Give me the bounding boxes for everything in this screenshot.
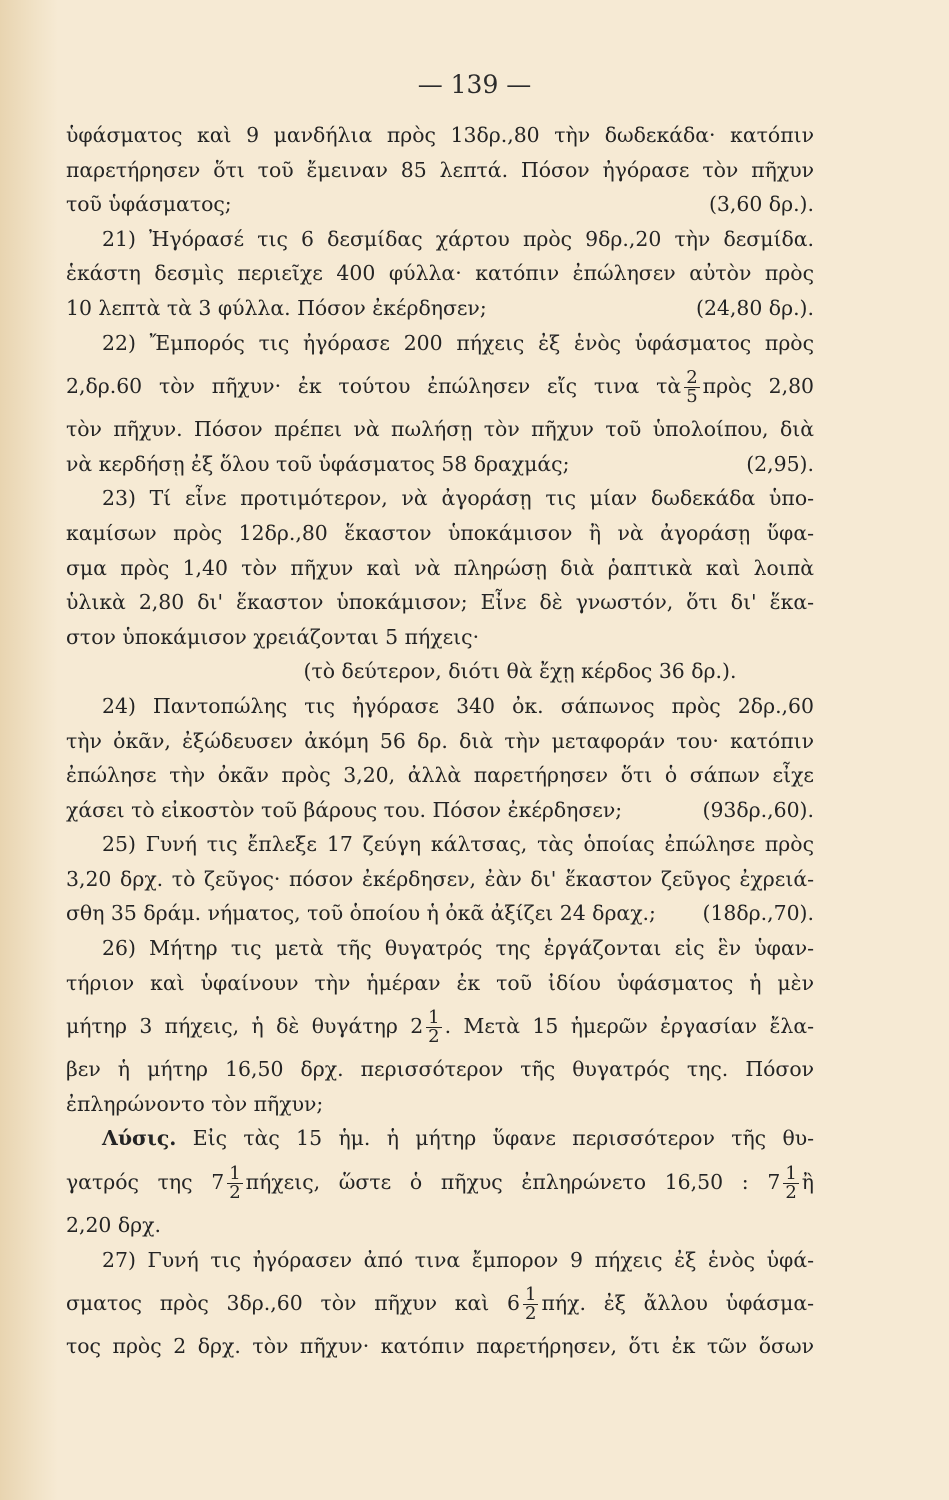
text-line: [66, 793, 814, 828]
text-line: [66, 1208, 814, 1243]
line-text: σματος πρὸς 3δρ.,60 τὸν πῆχυν καὶ 6: [66, 1291, 521, 1316]
fraction: [227, 1165, 242, 1202]
line-text-continued: . Μετὰ 15 ἡμερῶν ἐργασίαν ἔλα-: [444, 1014, 814, 1039]
line-text: παρετήρησεν ὅτι τοῦ ἔμειναν 85 λεπτά. Πόσον ἠγόρασε τὸν πῆχυν: [66, 157, 814, 182]
line-text: μήτηρ 3 πήχεις, ἡ δὲ θυγάτηρ 2: [66, 1014, 424, 1039]
line-text: 25) Γυνή τις ἔπλεξε 17 ζεύγη κάλτσας, τὰς ὁποίας ἐπώλησε πρὸς: [102, 832, 814, 857]
fraction-denominator: 5: [686, 386, 698, 408]
text-line: [66, 1329, 814, 1364]
answer: (18δρ.,70).: [702, 901, 814, 926]
text-line: [66, 1156, 814, 1208]
fraction-numerator: 1: [525, 1284, 537, 1306]
text-line: [66, 256, 814, 291]
line-text: ἐπώλησε τὴν ὀκᾶν πρὸς 3,20, ἀλλὰ παρετήρησεν ὅτι ὁ σάπων εἶχε: [66, 763, 814, 788]
line-text: 24) Παντοπώλης τις ἠγόρασε 340 ὀκ. σάπωνος πρὸς 2δρ.,60: [102, 693, 814, 718]
line-text: ὑφάσματος καὶ 9 μανδήλια πρὸς 13δρ.,80 τὴν δωδεκάδα· κατόπιν: [66, 123, 814, 147]
line-text-continued: πρὸς 2,80: [702, 374, 815, 399]
text-line: [66, 481, 814, 516]
fraction: [684, 369, 699, 406]
text-line: [66, 516, 814, 551]
page-number: — 139 —: [417, 70, 532, 99]
text-line: [66, 758, 814, 793]
text-line: [66, 360, 814, 412]
line-text: 3,20 δρχ. τὸ ζεῦγος· πόσον ἐκέρδησεν, ἐὰν δι' ἕκαστον ζεῦγος ἐχρειά-: [66, 866, 814, 891]
answer: (93δρ.,60).: [702, 797, 814, 822]
text-line: [66, 1000, 814, 1052]
line-text: σμα πρὸς 1,40 τὸν πῆχυν καὶ νὰ πληρώσῃ διὰ ῥαπτικὰ καὶ λοιπὰ: [66, 555, 814, 580]
line-text: γατρός της 7: [66, 1170, 225, 1195]
text-line: [66, 896, 814, 931]
fraction-denominator: 2: [229, 1182, 241, 1204]
page-binding-shadow: [0, 0, 58, 1500]
fraction-numerator: 2: [686, 367, 698, 389]
text-line: [66, 585, 814, 620]
fraction-numerator: 1: [785, 1163, 797, 1185]
line-text: 23) Τί εἶνε προτιμότερον, νὰ ἀγοράσῃ τις μίαν δωδεκάδα ὑπο-: [102, 486, 814, 511]
text-line: [66, 326, 814, 361]
text-line: [66, 1087, 814, 1122]
line-text: βεν ἡ μήτηρ 16,50 δρχ. περισσότερον τῆς θυγατρός της. Πόσον: [66, 1057, 814, 1082]
line-text-continued: πήχ. ἐξ ἄλλου ὑφάσμα-: [541, 1291, 814, 1316]
text-line: [66, 827, 814, 862]
line-text: Εἰς τὰς 15 ἡμ. ἡ μήτηρ ὕφανε περισσότερον τῆς θυ-: [192, 1126, 815, 1151]
line-text: σθη 35 δράμ. νήματος, τοῦ ὁποίου ἡ ὀκᾶ ἀξίζει 24 δραχ.;: [66, 901, 656, 926]
line-text: νὰ κερδήσῃ ἐξ ὅλου τοῦ ὑφάσματος 58 δραχμάς;: [66, 451, 570, 476]
text-line: [66, 118, 814, 153]
text-line: [66, 966, 814, 1001]
text-line: [66, 1277, 814, 1329]
text-line: [66, 447, 814, 482]
line-text: ἐπληρώνοντο τὸν πῆχυν;: [66, 1091, 324, 1116]
line-text: τὴν ὀκᾶν, ἐξώδευσεν ἀκόμη 56 δρ. διὰ τὴν μεταφοράν του· κατόπιν: [66, 728, 814, 753]
line-text: (τὸ δεύτερον, διότι θὰ ἔχῃ κέρδος 36 δρ.).: [303, 659, 737, 684]
text-line: [66, 412, 814, 447]
solution-label: Λύσις.: [102, 1126, 177, 1151]
line-text: 2,20 δρχ.: [66, 1213, 161, 1238]
text-line: [66, 1121, 814, 1156]
fraction: [426, 1009, 441, 1046]
line-text: τος πρὸς 2 δρχ. τὸν πῆχυν· κατόπιν παρετήρησεν, ὅτι ἐκ τῶν ὅσων: [66, 1334, 814, 1359]
fraction-denominator: 2: [785, 1182, 797, 1204]
line-text: τήριον καὶ ὑφαίνουν τὴν ἡμέραν ἐκ τοῦ ἰδίου ὑφάσματος ἡ μὲν: [66, 970, 814, 995]
line-text: καμίσων πρὸς 12δρ.,80 ἕκαστον ὑποκάμισον ἢ νὰ ἀγοράσῃ ὕφα-: [66, 520, 814, 545]
line-text: στον ὑποκάμισον χρειάζονται 5 πήχεις·: [66, 624, 480, 649]
text-line: [66, 931, 814, 966]
page-text: [66, 118, 814, 1364]
line-text: τὸν πῆχυν. Πόσον πρέπει νὰ πωλήσῃ τὸν πῆχυν τοῦ ὑπολοίπου, διὰ: [66, 417, 814, 442]
fraction-denominator: 2: [525, 1303, 537, 1325]
line-text: χάσει τὸ εἰκοστὸν τοῦ βάρους του. Πόσον ἐκέρδησεν;: [66, 797, 623, 822]
line-text: 2,δρ.60 τὸν πῆχυν· ἐκ τούτου ἐπώλησεν εἴς τινα τὰ: [66, 374, 682, 399]
line-text: 10 λεπτὰ τὰ 3 φύλλα. Πόσον ἐκέρδησεν;: [66, 295, 487, 320]
line-text-continued: πήχεις, ὥστε ὁ πῆχυς ἐπληρώνετο 16,50 : 7: [245, 1170, 781, 1195]
text-line: [66, 222, 814, 257]
text-line: [66, 620, 814, 655]
line-text: ἑκάστη δεσμὶς περιεῖχε 400 φύλλα· κατόπιν ἐπώλησεν αὐτὸν πρὸς: [66, 261, 814, 286]
line-text: 22) Ἔμπορός τις ἠγόρασε 200 πήχεις ἐξ ἑνὸς ὑφάσματος πρὸς: [102, 330, 814, 355]
text-line: [66, 291, 814, 326]
text-line: [66, 1243, 814, 1278]
text-line: [66, 153, 814, 188]
text-line: [66, 654, 814, 689]
text-line: [66, 689, 814, 724]
fraction-denominator: 2: [428, 1026, 440, 1048]
line-text: 21) Ἠγόρασέ τις 6 δεσμίδας χάρτου πρὸς 9δρ.,20 τὴν δεσμίδα.: [102, 226, 814, 251]
fraction: [783, 1165, 798, 1202]
line-text: τοῦ ὑφάσματος;: [66, 192, 232, 217]
text-line: [66, 862, 814, 897]
text-line: [66, 187, 814, 222]
text-line: [66, 551, 814, 586]
answer: (2,95).: [746, 451, 814, 476]
text-line: [66, 1052, 814, 1087]
text-line: [66, 724, 814, 759]
line-text: ὑλικὰ 2,80 δι' ἕκαστον ὑποκάμισον; Εἶνε δὲ γνωστόν, ὅτι δι' ἕκα-: [66, 590, 814, 615]
line-text: 27) Γυνή τις ἠγόρασεν ἀπό τινα ἔμπορον 9 πήχεις ἐξ ἑνὸς ὑφά-: [102, 1247, 814, 1272]
answer: (3,60 δρ.).: [708, 192, 814, 217]
line-text: 26) Μήτηρ τις μετὰ τῆς θυγατρός της ἐργάζονται εἰς ἓν ὑφαν-: [102, 936, 814, 961]
fraction-numerator: 1: [229, 1163, 241, 1185]
fraction: [523, 1286, 538, 1323]
fraction-numerator: 1: [428, 1007, 440, 1029]
line-text-continued: ἢ: [801, 1170, 814, 1195]
answer: (24,80 δρ.).: [696, 295, 814, 320]
